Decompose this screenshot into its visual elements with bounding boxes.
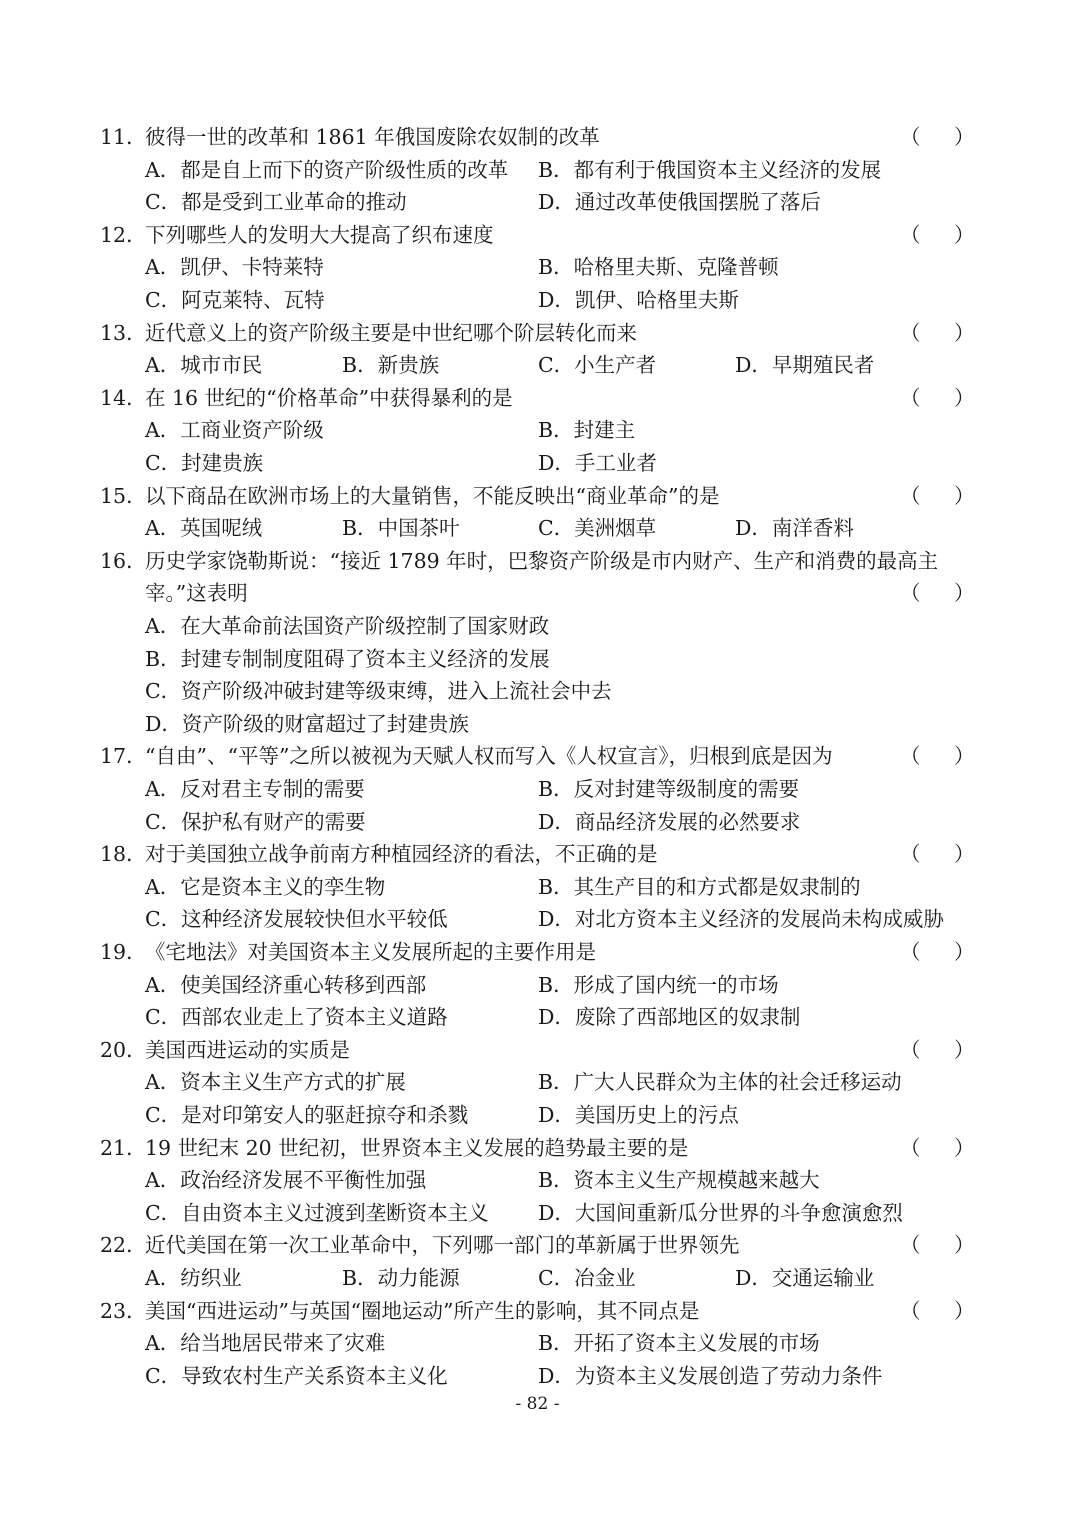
option-row — [0, 349, 1075, 382]
answer-paren-right: ） — [954, 581, 975, 606]
question-number: 19． — [100, 940, 147, 964]
answer-option: C．冶金业 — [538, 1266, 636, 1290]
answer-option: D．凯伊、哈格里夫斯 — [538, 288, 739, 312]
question-number: 13． — [100, 320, 147, 345]
answer-option: D．手工业者 — [538, 451, 657, 475]
answer-paren-left: （ — [900, 1135, 921, 1160]
question-number: 21． — [100, 1135, 147, 1160]
option-row — [0, 969, 1075, 1002]
question-stem-line — [0, 1229, 1075, 1262]
question-number: 18． — [100, 842, 147, 867]
question-stem-line — [0, 545, 1075, 578]
question-number: 23． — [100, 1298, 147, 1323]
answer-option: C．美洲烟草 — [538, 516, 657, 541]
answer-paren-right: ） — [954, 1135, 975, 1160]
answer-option: A．给当地居民带来了灾难 — [145, 1331, 386, 1356]
question-stem-line — [0, 121, 1075, 154]
answer-option: B．形成了国内统一的市场 — [538, 972, 779, 997]
answer-paren-left: （ — [900, 940, 921, 964]
question-number: 20． — [100, 1037, 147, 1062]
answer-option: C．是对印第安人的驱赶掠夺和杀戮 — [145, 1103, 469, 1127]
answer-option: B．中国茶叶 — [342, 516, 460, 541]
answer-option: D．废除了西部地区的奴隶制 — [538, 1005, 801, 1030]
answer-paren-left: （ — [900, 581, 921, 606]
answer-paren-right: ） — [954, 385, 975, 410]
answer-paren-right: ） — [954, 1298, 975, 1323]
option-row — [0, 708, 1075, 741]
question-number: 11． — [100, 125, 147, 149]
question-stem-line — [0, 577, 1075, 610]
option-row — [0, 447, 1075, 480]
question-stem-line — [0, 1034, 1075, 1067]
answer-option: D．通过改革使俄国摆脱了落后 — [538, 190, 821, 215]
answer-paren-left: （ — [900, 320, 921, 345]
answer-paren-left: （ — [900, 1298, 921, 1323]
answer-paren-left: （ — [900, 483, 921, 508]
answer-option: B．封建主 — [538, 418, 636, 443]
question-number: 17． — [100, 744, 147, 769]
answer-option: D．商品经济发展的必然要求 — [538, 809, 801, 834]
answer-option: A．纺织业 — [145, 1266, 242, 1290]
answer-option: A．凯伊、卡特莱特 — [145, 255, 324, 280]
question-stem-line — [0, 317, 1075, 350]
answer-option: B．封建专制制度阻碍了资本主义经济的发展 — [145, 646, 550, 671]
question-stem: 19 世纪末 20 世纪初，世界资本主义发展的趋势最主要的是 — [145, 1135, 689, 1160]
question-stem: 近代美国在第一次工业革命中，下列哪一部门的革新属于世界领先 — [145, 1233, 740, 1258]
answer-option: A．英国呢绒 — [145, 516, 263, 541]
answer-option: C．导致农村生产关系资本主义化 — [145, 1363, 448, 1388]
answer-option: B．反对封建等级制度的需要 — [538, 777, 800, 801]
question-stem: 宰。”这表明 — [145, 581, 248, 606]
answer-option: A．在大革命前法国资产阶级控制了国家财政 — [145, 614, 550, 638]
answer-option: B．哈格里夫斯、克隆普顿 — [538, 255, 779, 280]
option-row — [0, 903, 1075, 936]
answer-option: B．动力能源 — [342, 1266, 460, 1290]
answer-option: D．大国间重新瓜分世界的斗争愈演愈烈 — [538, 1200, 903, 1225]
question-number: 15． — [100, 483, 147, 508]
answer-paren-right: ） — [954, 320, 975, 345]
answer-paren-left: （ — [900, 1233, 921, 1258]
question-stem: 《宅地法》对美国资本主义发展所起的主要作用是 — [145, 940, 596, 964]
option-row — [0, 414, 1075, 447]
answer-option: D．对北方资本主义经济的发展尚未构成威胁 — [538, 907, 944, 932]
answer-option: B．其生产目的和方式都是奴隶制的 — [538, 874, 861, 899]
answer-option: A．反对君主专制的需要 — [145, 777, 365, 801]
question-stem: 在 16 世纪的“价格革命”中获得暴利的是 — [145, 385, 513, 410]
option-row — [0, 1262, 1075, 1295]
answer-paren-right: ） — [954, 125, 975, 149]
answer-option: C．阿克莱特、瓦特 — [145, 288, 325, 312]
answer-paren-right: ） — [954, 1233, 975, 1258]
answer-option: C．资产阶级冲破封建等级束缚，进入上流社会中去 — [145, 679, 612, 704]
option-row — [0, 1099, 1075, 1132]
question-stem-line — [0, 219, 1075, 252]
option-row — [0, 643, 1075, 676]
answer-option: C．都是受到工业革命的推动 — [145, 190, 407, 215]
question-stem: 下列哪些人的发明大大提高了织布速度 — [145, 222, 494, 247]
answer-option: C．自由资本主义过渡到垄断资本主义 — [145, 1200, 489, 1225]
answer-paren-right: ） — [954, 842, 975, 867]
option-row — [0, 806, 1075, 839]
answer-option: A．使美国经济重心转移到西部 — [145, 972, 427, 997]
question-stem: 历史学家饶勒斯说：“接近 1789 年时，巴黎资产阶级是市内财产、生产和消费的最高主 — [145, 548, 939, 573]
option-row — [0, 251, 1075, 284]
question-number: 22． — [100, 1233, 147, 1258]
question-stem-line — [0, 936, 1075, 969]
answer-option: B．广大人民群众为主体的社会迁移运动 — [538, 1070, 902, 1095]
answer-paren-right: ） — [954, 222, 975, 247]
answer-option: C．保护私有财产的需要 — [145, 809, 366, 834]
answer-option: A．它是资本主义的孪生物 — [145, 874, 386, 899]
question-stem: 美国“西进运动”与英国“圈地运动”所产生的影响，其不同点是 — [145, 1298, 700, 1323]
option-row — [0, 871, 1075, 904]
answer-paren-right: ） — [954, 1037, 975, 1062]
answer-option: B．开拓了资本主义发展的市场 — [538, 1331, 820, 1356]
answer-option: A．政治经济发展不平衡性加强 — [145, 1168, 427, 1193]
question-stem-line — [0, 1132, 1075, 1165]
answer-option: D．早期殖民者 — [735, 353, 875, 378]
option-row — [0, 284, 1075, 317]
question-stem-line — [0, 382, 1075, 415]
option-row — [0, 1066, 1075, 1099]
answer-option: A．都是自上而下的资产阶级性质的改革 — [145, 157, 509, 182]
answer-option: C．小生产者 — [538, 353, 657, 378]
option-row — [0, 1327, 1075, 1360]
question-stem-line — [0, 838, 1075, 871]
answer-paren-left: （ — [900, 1037, 921, 1062]
answer-option: B．资本主义生产规模越来越大 — [538, 1168, 820, 1193]
option-row — [0, 675, 1075, 708]
question-number: 16． — [100, 548, 147, 573]
page-number: - 82 - — [515, 1394, 560, 1414]
answer-option: D．为资本主义发展创造了劳动力条件 — [538, 1363, 883, 1388]
option-row — [0, 1360, 1075, 1393]
question-number: 14． — [100, 385, 147, 410]
option-row — [0, 186, 1075, 219]
answer-paren-right: ） — [954, 744, 975, 769]
option-row — [0, 154, 1075, 187]
option-row — [0, 773, 1075, 806]
question-stem-line — [0, 740, 1075, 773]
option-row — [0, 1197, 1075, 1230]
answer-paren-left: （ — [900, 125, 921, 149]
answer-option: D．美国历史上的污点 — [538, 1103, 739, 1127]
answer-paren-left: （ — [900, 744, 921, 769]
option-row — [0, 1001, 1075, 1034]
answer-option: D．交通运输业 — [735, 1266, 875, 1290]
answer-option: C．西部农业走上了资本主义道路 — [145, 1005, 448, 1030]
answer-paren-left: （ — [900, 385, 921, 410]
answer-paren-left: （ — [900, 222, 921, 247]
question-stem-line — [0, 1295, 1075, 1328]
answer-option: C．这种经济发展较快但水平较低 — [145, 907, 448, 932]
answer-paren-left: （ — [900, 842, 921, 867]
answer-option: C．封建贵族 — [145, 451, 264, 475]
answer-option: A．城市市民 — [145, 353, 263, 378]
answer-paren-right: ） — [954, 940, 975, 964]
answer-option: D．南洋香料 — [735, 516, 854, 541]
question-stem: 美国西进运动的实质是 — [145, 1037, 350, 1062]
question-stem: 近代意义上的资产阶级主要是中世纪哪个阶层转化而来 — [145, 320, 637, 345]
question-stem: “自由”、“平等”之所以被视为天赋人权而写入《人权宣言》，归根到底是因为 — [145, 744, 833, 769]
answer-option: D．资产阶级的财富超过了封建贵族 — [145, 711, 469, 736]
answer-option: B．都有利于俄国资本主义经济的发展 — [538, 157, 882, 182]
question-stem: 彼得一世的改革和 1861 年俄国废除农奴制的改革 — [145, 125, 600, 149]
question-stem-line — [0, 480, 1075, 513]
question-stem: 对于美国独立战争前南方种植园经济的看法，不正确的是 — [145, 842, 658, 867]
answer-option: A．工商业资产阶级 — [145, 418, 324, 443]
question-number: 12． — [100, 222, 147, 247]
answer-option: A．资本主义生产方式的扩展 — [145, 1070, 406, 1095]
question-stem: 以下商品在欧洲市场上的大量销售，不能反映出“商业革命”的是 — [145, 483, 720, 508]
option-row — [0, 1164, 1075, 1197]
answer-option: B．新贵族 — [342, 353, 440, 378]
option-row — [0, 512, 1075, 545]
option-row — [0, 610, 1075, 643]
answer-paren-right: ） — [954, 483, 975, 508]
